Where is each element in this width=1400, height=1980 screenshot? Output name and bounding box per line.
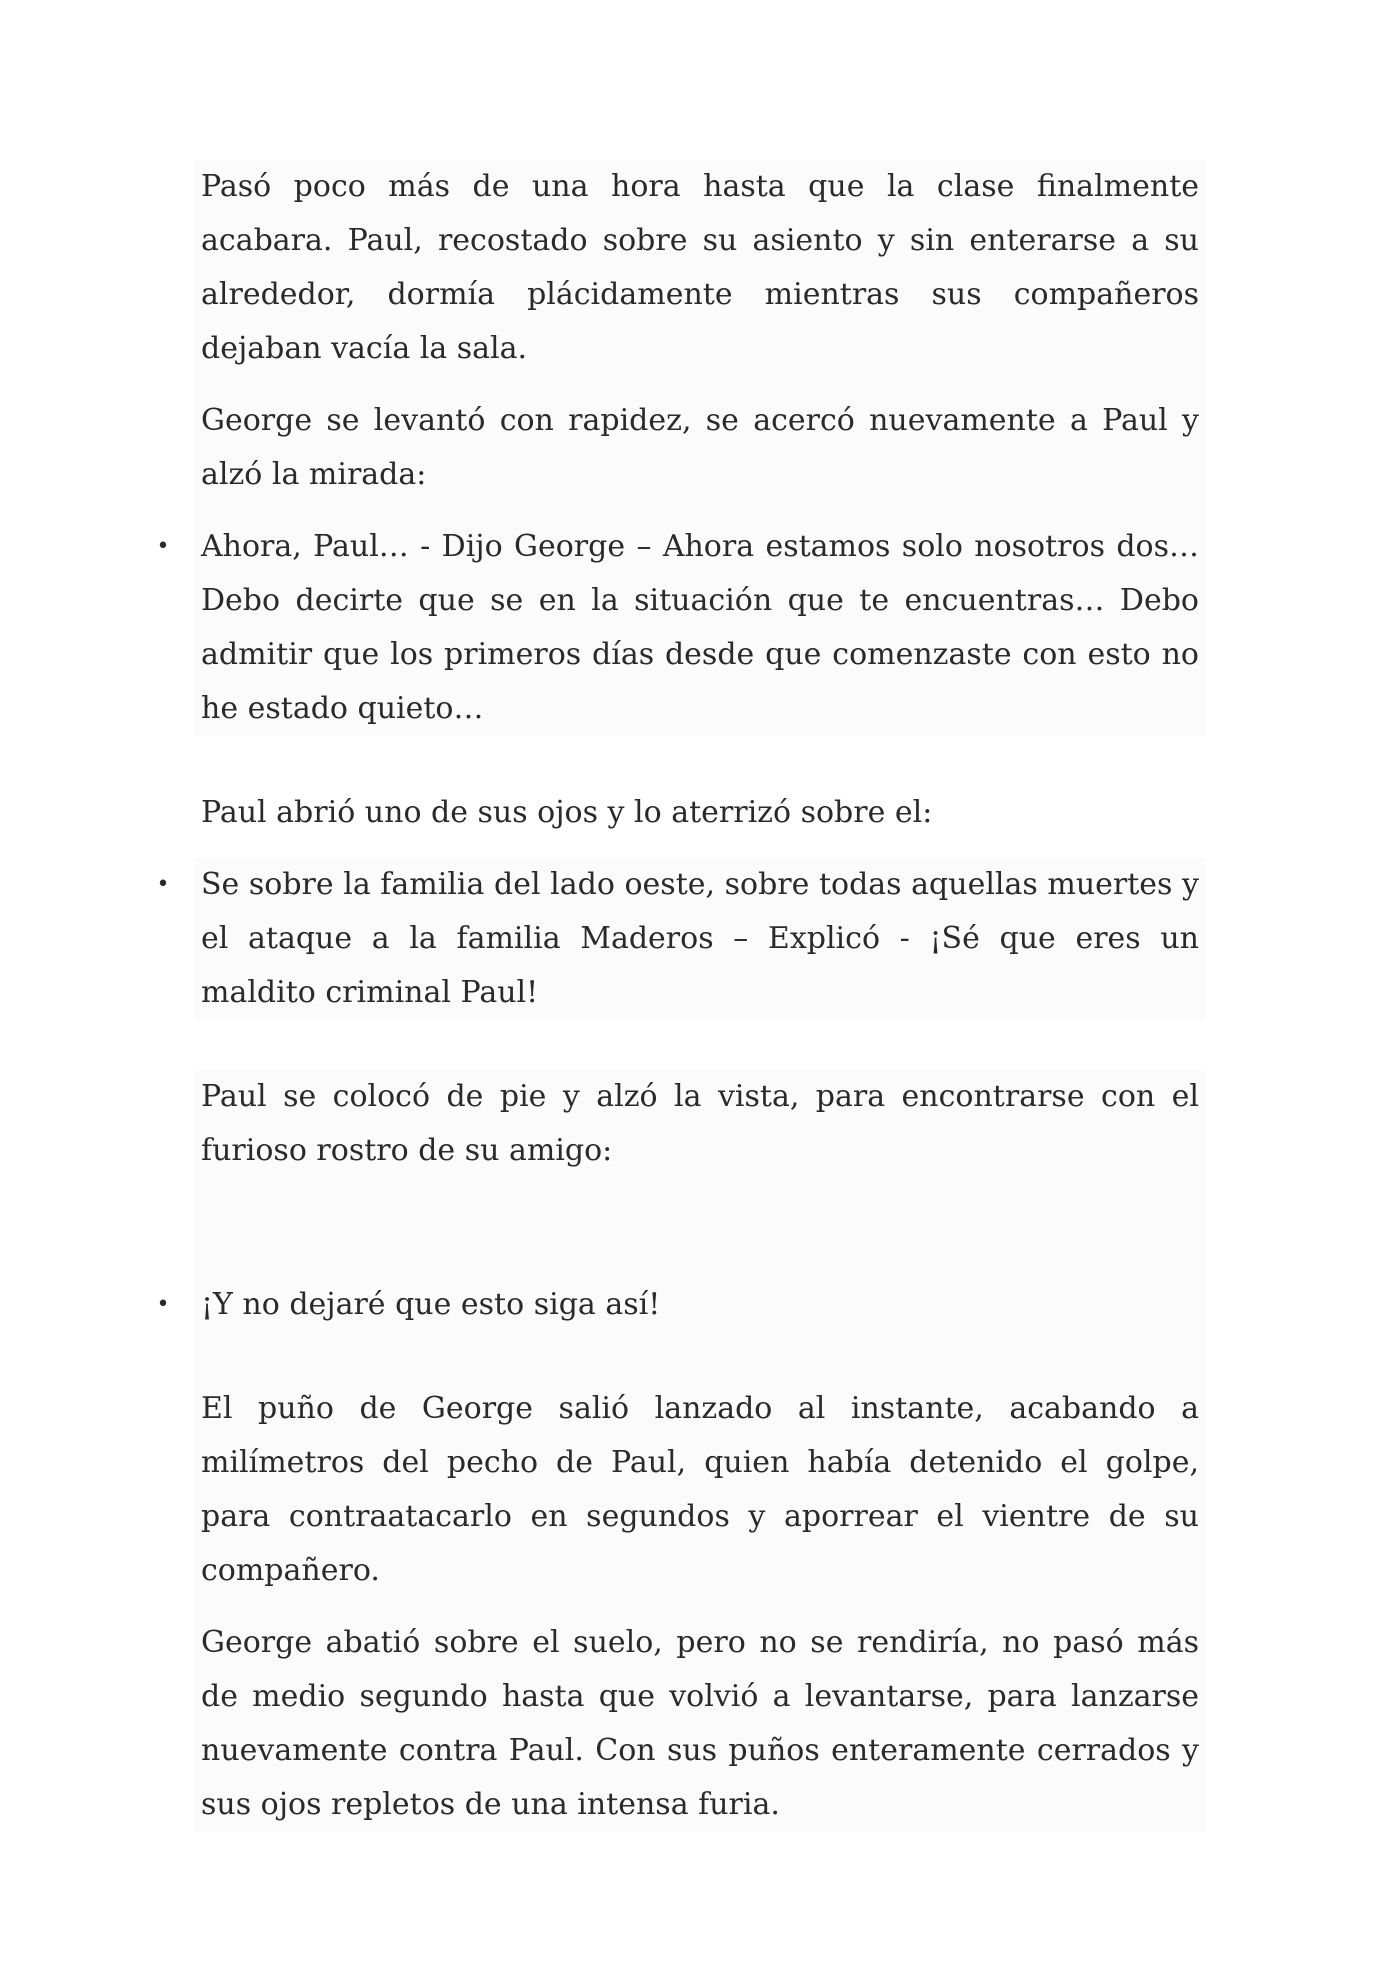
bullet-text: Ahora, Paul… - Dijo George – Ahora estamos solo nosotros dos… Debo decirte que se en la situación que te encuentras… Debo admitir que los primeros días desde que comenzaste con esto no he estado quieto… [195, 520, 1205, 736]
spacer [195, 840, 1205, 858]
spacer [195, 1178, 1205, 1278]
spacer [195, 736, 1205, 786]
spacer [195, 1332, 1205, 1382]
bullet-text: Se sobre la familia del lado oeste, sobre todas aquellas muertes y el ataque a la familia Maderos – Explicó - ¡Sé que eres un maldito criminal Paul! [195, 858, 1205, 1020]
spacer [195, 376, 1205, 394]
paragraph: El puño de George salió lanzado al instante, acabando a milímetros del pecho de Paul, quien había detenido el golpe, para contraatacarlo en segundos y aporrear el vientre de su compañero. [195, 1382, 1205, 1598]
paragraph: George se levantó con rapidez, se acercó nuevamente a Paul y alzó la mirada: [195, 394, 1205, 502]
paragraph: Paul abrió uno de sus ojos y lo aterrizó sobre el: [201, 795, 933, 830]
bullet-item [156, 1278, 1205, 1332]
bullet-icon: • [156, 534, 170, 559]
bullet-icon: • [156, 872, 170, 897]
bullet-icon: • [156, 1292, 170, 1317]
bullet-text: ¡Y no dejaré que esto siga así! [195, 1278, 1205, 1332]
spacer [195, 1020, 1205, 1070]
spacer [195, 1598, 1205, 1616]
paragraph: George abatió sobre el suelo, pero no se rendiría, no pasó más de medio segundo hasta que volvió a levantarse, para lanzarse nuevamente contra Paul. Con sus puños enteramente cerrados y sus ojos repletos de una intensa furia. [195, 1616, 1205, 1832]
bullet-item [156, 520, 1205, 736]
paragraph: Pasó poco más de una hora hasta que la clase finalmente acabara. Paul, recostado sobre su asiento y sin enterarse a su alrededor, dormía plácidamente mientras sus compañeros dejaban vacía la sala. [195, 160, 1205, 376]
text-column [156, 160, 1205, 1832]
spacer [195, 502, 1205, 520]
paragraph: Paul se colocó de pie y alzó la vista, para encontrarse con el furioso rostro de su amigo: [195, 1070, 1205, 1178]
bullet-item [156, 858, 1205, 1020]
